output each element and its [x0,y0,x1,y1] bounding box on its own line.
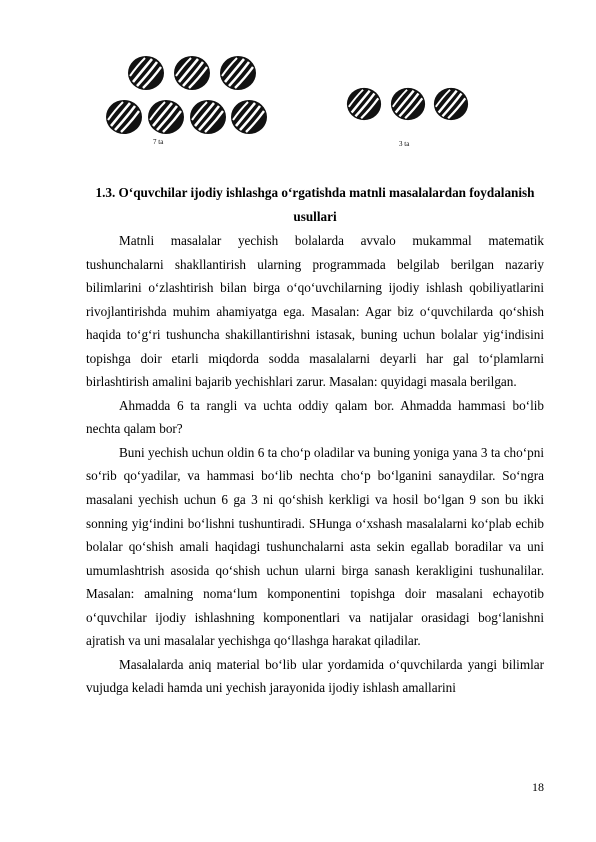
ball-icon [174,56,210,90]
ball-icon [391,88,425,120]
paragraph: Masalalarda aniq material bo‘lib ular yordamida o‘quvchilarda yangi bilimlar vujudga keladi hamda uni yechish jarayonida ijodiy ishlash amallarini [86,656,544,696]
right-group-caption: 3 ta [399,140,410,148]
ball-icon [190,100,226,134]
body-text [86,229,544,700]
page-number: 18 [532,780,544,794]
ball-icon [434,88,468,120]
left-group-caption: 7 ta [153,138,164,146]
paragraph: Buni yechish uchun oldin 6 ta cho‘p oladilar va buning yoniga yana 3 ta cho‘pni so‘rib qo‘yadilar, va hammasi bo‘lib nechta cho‘p bo‘lganini sanaydilar. So‘ngra masalani yechish uchun 6 ga 3 ni qo‘shish kerkligi va hosil bo‘lgan 9 son bu ikki sonning yig‘indini bo‘lishni tushuntiradi. SHunga o‘xshash masalalarni ko‘plab echib bolalar qo‘shish amali haqidagi tushunchalarni asta sekin egallab boradilar va uni umumlashtrish asosida qo‘shish uchun ularni birga sanash kerakligini tushunalilar. Masalan: amalning noma‘lum komponentini topishga doir masalani echayotib o‘quvchilar ijodiy ishlashning komponentlari va natijalar orasidagi bog‘lanishni ajratish va uni masalalar yechishga qo‘llashga harakat qiladilar. [86,444,544,649]
counting-illustration [0,0,596,160]
ball-icon [347,88,381,120]
ball-icon [148,100,184,134]
ball-icon [220,56,256,90]
paragraph: Ahmadda 6 ta rangli va uchta oddiy qalam bor. Ahmadda hammasi bo‘lib nechta qalam bor? [86,397,544,437]
right-group [347,88,468,120]
ball-icon [128,56,164,90]
ball-icon [231,100,267,134]
left-group [106,56,267,134]
ball-icon [106,100,142,134]
section-heading: 1.3. O‘quvchilar ijodiy ishlashga o‘rgatishda matnli masalalardan foydalanish usullari [95,185,535,224]
paragraph: Matnli masalalar yechish bolalarda avvalo mukammal matematik tushunchalarni shakllantirish ularning programmada belgilab berilgan nazariy bilimlarini o‘zlashtirish bilan birga o‘qo‘uvchilarning ijodiy ishlash qobiliyatlarini rivojlantirishda muhim ahamiyatga ega. Masalan: Agar biz o‘quvchilarda qo‘shish haqida to‘g‘ri tushuncha shakillantirishni istasak, buning uchun bolalar yig‘indisini topishga doir etarli miqdorda sodda masalalarni deyarli har gal to‘plamlarni birlashtirish amalini bajarib yechishlari zarur. Masalan: quyidagi masala berilgan. [86,233,544,390]
